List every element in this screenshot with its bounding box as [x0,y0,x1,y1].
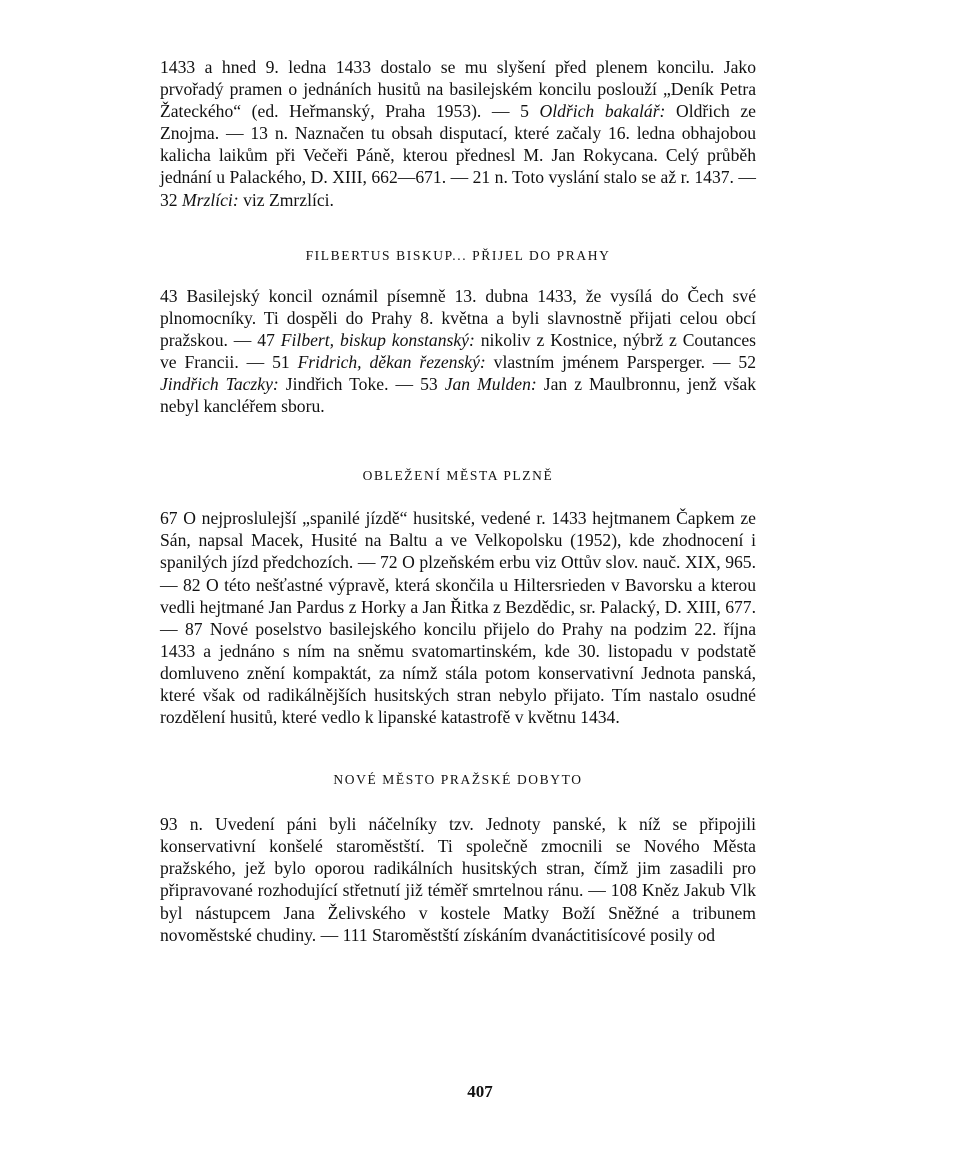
term-fridrich: Fridrich, děkan řezenský: [297,351,486,372]
intro-term-mrzlici: Mrzlíci: [182,189,239,210]
intro-text: Oldřich ze Znojma. — 13 n. Naznačen tu obsah disputací, které začaly 16. ledna obhajobou kalicha laikům při Večeři Páně, kterou přednesl M. Jan Rokycana. Celý průběh jednání u Palackého, D. XIII, 662—671. — 21 n. Toto vyslání stalo se až r. 1437. — 32 [160,101,756,210]
section-heading-plzen: OBLEŽENÍ MĚSTA PLZNĚ [362,468,554,484]
page-number: 407 [467,1082,493,1101]
section-body-nove-mesto [160,813,756,946]
intro-term-oldrich: Oldřich bakalář: [539,101,666,122]
section-heading-filbertus: FILBERTUS BISKUP... PŘIJEL DO PRAHY [305,247,611,263]
intro-text: 1433 a hned 9. ledna 1433 dostalo se mu slyšení před plenem koncilu. Jako prvořadý pramen o jednáních husitů na basilejském koncilu poslouží „Deník Petra Žateckého“ (ed. Heřmanský, Praha 1953). — 5 [160,57,756,122]
section-heading-nove-mesto: NOVÉ MĚSTO PRAŽSKÉ DOBYTO [333,772,583,788]
term-jan-mulden: Jan Mulden: [444,374,537,395]
section-body-plzen [160,507,756,728]
term-filbert: Filbert, biskup konstanský: [280,329,475,350]
body-text: 43 Basilejský koncil oznámil písemně 13. dubna 1433, že vysílá do Čech své plnomocníky. Ti dospěli do Prahy 8. května a byli slavnostně přijati celou obcí pražskou. — 47 [160,285,756,350]
section-body-filbertus [160,285,756,418]
body-text: nikoliv z Kostnice, nýbrž z Coutances ve Francii. — 51 [160,329,756,372]
page-content [160,56,756,946]
intro-text: viz Zmrzlíci. [238,189,334,210]
body-text: vlastním jménem Parsperger. — 52 [485,351,757,372]
body-text: Jan z Maulbronnu, jenž však nebyl kancléřem sboru. [160,374,756,417]
body-text: 67 O nejproslulejší „spanilé jízdě“ husitské, vedené r. 1433 hejtmanem Čapkem ze Sán, napsal Macek, Husité na Baltu a ve Velkopolsku (1952), kde zhodnocení i spanilých jízd předchozích. — 72 O plzeňském erbu viz Ottův slov. nauč. XIX, 965. — 82 O této nešťastné výpravě, která skončila u Hiltersrieden v Bavorsku a kterou vedli hejtmané Jan Pardus z Horky a Jan Řitka z Bezdědic, sr. Palacký, D. XIII, 677. — 87 Nové poselstvo basilejského koncilu přijelo do Prahy na podzim 22. října 1433 a jednáno s ním na sněmu svatomartinském, kde 30. listopadu v podstatě domluveno znění kompaktát, za nímž stála potom konservativní Jednota panská, které však od radikálnějších husitských stran nebylo přijato. Tím nastalo osudné rozdělení husitů, které vedlo k lipanské katastrofě v květnu 1434. [160,508,756,728]
intro-paragraph [160,56,756,211]
body-text: 93 n. Uvedení páni byli náčelníky tzv. Jednoty panské, k níž se připojili konservativní konšelé staroměstští. Ti společně zmocnili se Nového Města pražského, jež bylo oporou radikálních husitských stran, čímž jim zasadili pro připravované rozhodující střetnutí již téměř smrtelnou ránu. — 108 Kněz Jakub Vlk byl nástupcem Jana Želivského v kostele Matky Boží Sněžné a tribunem novoměstské chudiny. — 111 Staroměstští získáním dvanáctitisícové posily od [160,814,756,945]
body-text: Jindřich Toke. — 53 [278,374,445,395]
term-jindrich: Jindřich Taczky: [160,374,279,395]
